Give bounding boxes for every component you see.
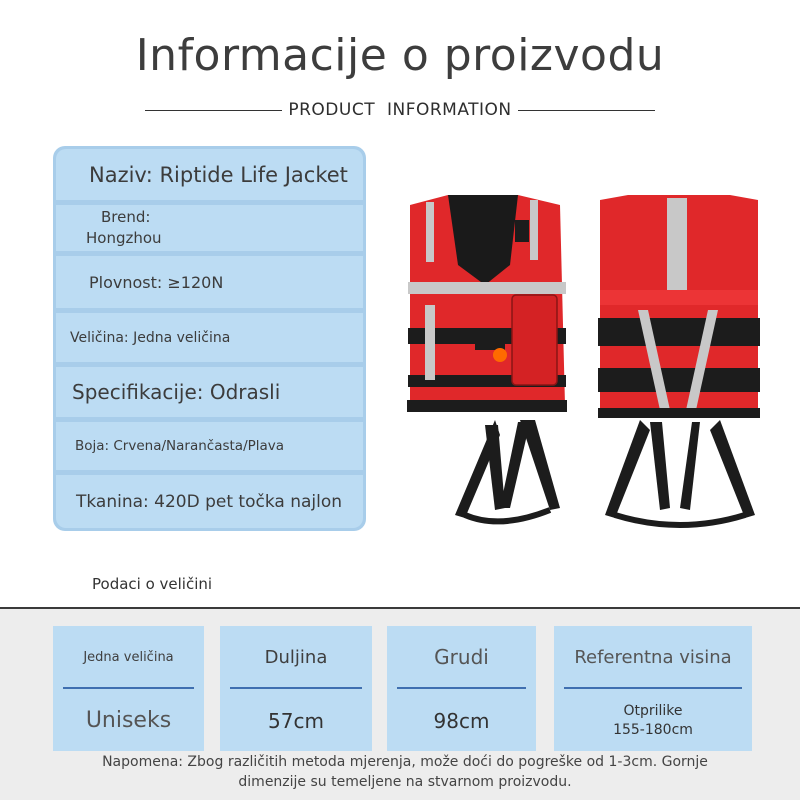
size-value-line1: Otprilike (623, 702, 683, 719)
column-divider (397, 687, 526, 689)
spec-brand-label: Brend: (101, 208, 151, 226)
size-column-chest (387, 626, 536, 751)
spec-brand (56, 205, 363, 251)
subtitle-row (145, 99, 655, 121)
size-column-header: Duljina (264, 646, 328, 668)
life-jacket-back-image (598, 195, 760, 525)
column-divider (230, 687, 362, 689)
spec-fabric: Tkanina: 420D pet točka najlon (56, 475, 363, 528)
life-jacket-front-image (407, 195, 567, 521)
spec-buoyancy: Plovnost: ≥120N (56, 256, 363, 308)
spec-brand-value: Hongzhou (86, 229, 162, 247)
size-column-length (220, 626, 372, 751)
divider-left (145, 110, 282, 111)
divider-right (518, 110, 655, 111)
size-column-value: Uniseks (85, 708, 172, 733)
size-column-value (554, 690, 752, 751)
page-title: Informacije o proizvodu (135, 30, 665, 81)
spec-panel (53, 146, 366, 531)
size-column-value: 98cm (433, 708, 490, 733)
spec-color: Boja: Crvena/Narančasta/Plava (56, 422, 363, 470)
subtitle: PRODUCT INFORMATION (288, 100, 512, 120)
column-divider (63, 687, 194, 689)
column-divider (564, 687, 742, 689)
size-column-reference-height (554, 626, 752, 751)
note-line2: dimenzije su temeljene na stvarnom proizvodu. (238, 774, 572, 790)
size-column-header: Jedna veličina (83, 649, 174, 665)
size-column-header: Grudi (434, 645, 489, 669)
spec-name: Naziv: Riptide Life Jacket (56, 149, 363, 200)
measurement-note (40, 752, 770, 792)
size-column-one-size (53, 626, 204, 751)
spec-specification: Specifikacije: Odrasli (56, 367, 363, 417)
note-line1: Napomena: Zbog različitih metoda mjerenja, može doći do pogreške od 1-3cm. Gornje (102, 754, 708, 770)
size-column-header: Referentna visina (574, 646, 732, 668)
size-section-heading: Podaci o veličini (92, 575, 213, 593)
size-value-line2: 155-180cm (613, 721, 693, 738)
spec-size: Veličina: Jedna veličina (56, 313, 363, 362)
life-jacket-images (400, 190, 770, 530)
size-column-value: 57cm (268, 708, 324, 733)
